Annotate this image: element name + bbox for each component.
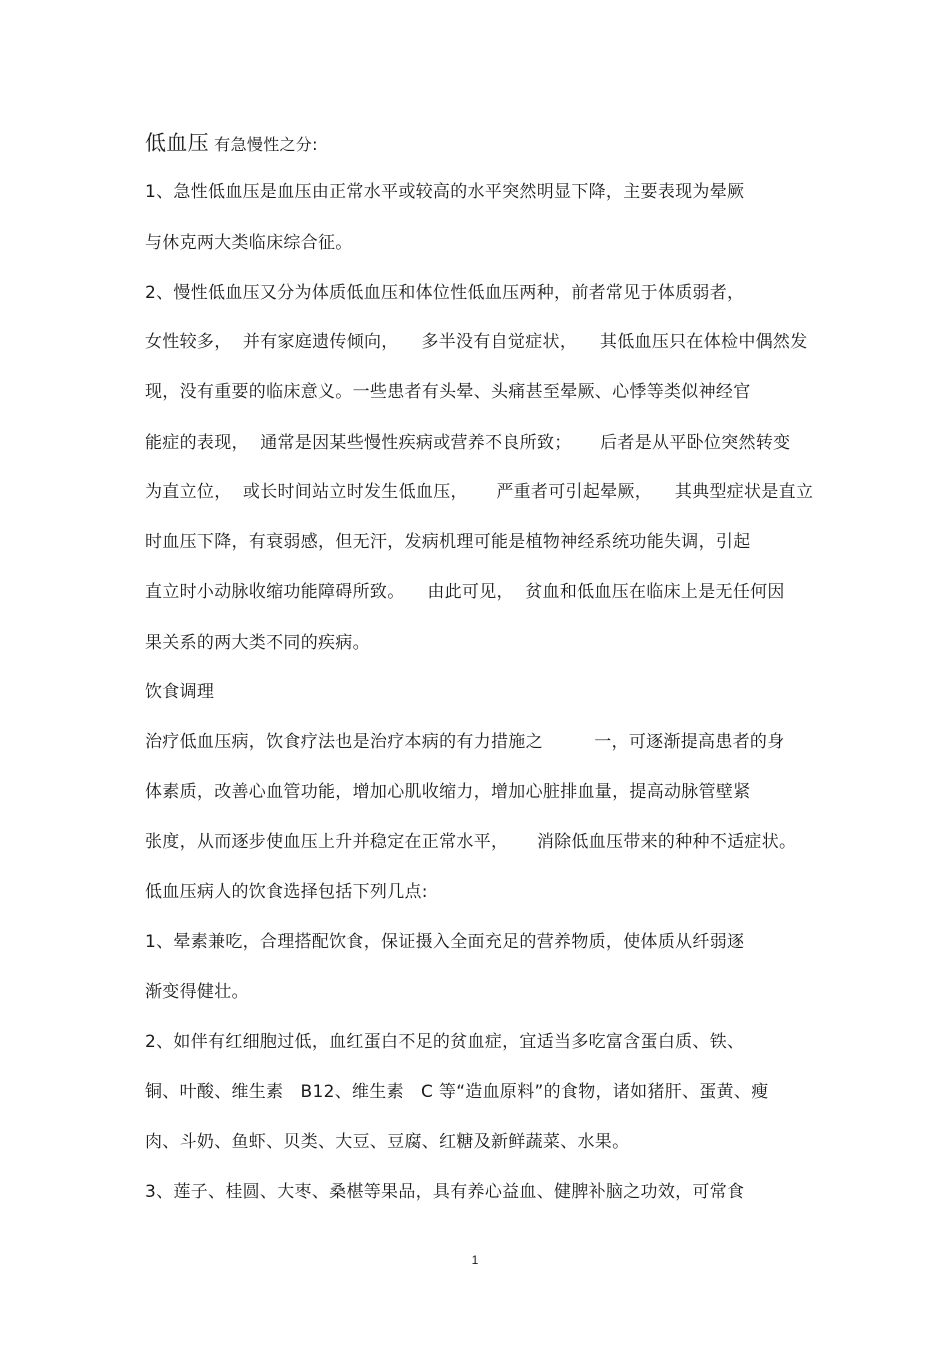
text-line: 时血压下降，有衰弱感，但无汗，发病机理可能是植物神经系统功能失调，引起 [145, 532, 751, 552]
page-number: 1 [471, 1253, 479, 1267]
text-line: 现，没有重要的临床意义。一些患者有头晕、头痛甚至晕厥、心悸等类似神经官 [145, 382, 751, 402]
document-title [145, 132, 318, 156]
text-line: 为直立位， 或长时间站立时发生低血压， 严重者可引起晕厥， 其典型症状是直立 [145, 482, 814, 502]
text-line: 体素质，改善心血管功能，增加心肌收缩力，增加心脏排血量，提高动脉管壁紧 [145, 782, 751, 802]
text-line: 治疗低血压病，饮食疗法也是治疗本病的有力措施之 一，可逐渐提高患者的身 [145, 732, 785, 752]
text-line: 直立时小动脉收缩功能障碍所致。 由此可见， 贫血和低血压在临床上是无任何因 [145, 582, 785, 602]
text-line: 铜、叶酸、维生素 B12、维生素 C 等“造血原料”的食物，诸如猪肝、蛋黄、瘦 [145, 1082, 769, 1102]
text-line: 3、莲子、桂圆、大枣、桑椹等果品，具有养心益血、健脾补脑之功效，可常食 [145, 1182, 745, 1202]
text-line: 能症的表现， 通常是因某些慢性疾病或营养不良所致； 后者是从平卧位突然转变 [145, 433, 791, 453]
section-heading: 饮食调理 [145, 682, 215, 702]
text-line: 低血压病人的饮食选择包括下列几点: [145, 882, 428, 902]
title-sub: 有急慢性之分: [208, 135, 318, 154]
text-line: 渐变得健壮。 [145, 982, 249, 1002]
text-line: 女性较多， 并有家庭遗传倾向， 多半没有自觉症状， 其低血压只在体检中偶然发 [145, 332, 808, 352]
text-line: 与休克两大类临床综合征。 [145, 233, 353, 253]
text-line: 张度，从而逐步使血压上升并稳定在正常水平， 消除低血压带来的种种不适症状。 [145, 832, 797, 852]
text-line: 1、急性低血压是血压由正常水平或较高的水平突然明显下降，主要表现为晕厥 [145, 182, 745, 202]
text-line: 肉、斗奶、鱼虾、贝类、大豆、豆腐、红糖及新鲜蔬菜、水果。 [145, 1132, 630, 1152]
text-line: 1、晕素兼吃，合理搭配饮食，保证摄入全面充足的营养物质，使体质从纤弱逐 [145, 932, 745, 952]
text-line: 2、慢性低血压又分为体质低血压和体位性低血压两种，前者常见于体质弱者， [145, 283, 745, 303]
text-line: 果关系的两大类不同的疾病。 [145, 633, 370, 653]
title-main: 低血压 [145, 131, 209, 155]
text-line: 2、如伴有红细胞过低，血红蛋白不足的贫血症，宜适当多吃富含蛋白质、铁、 [145, 1032, 745, 1052]
